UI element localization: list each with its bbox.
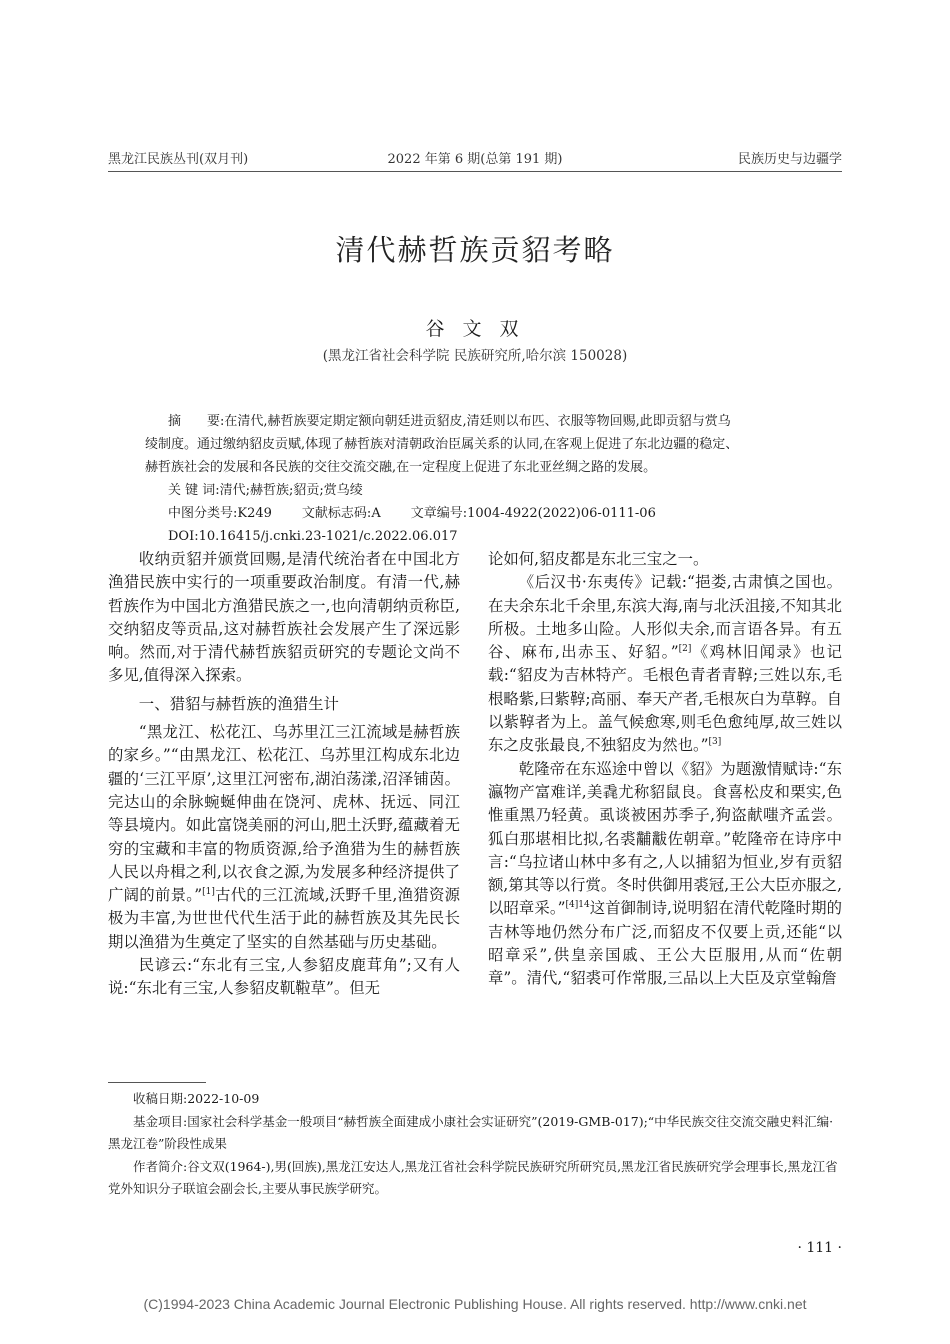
author-name: 谷 文 双 <box>425 318 525 340</box>
paragraph-text: “黑龙江、松花江、乌苏里江三江流域是赫哲族的家乡。”“由黑龙江、松花江、乌苏里江构成东北边疆的‘三江平原’,这里江河密布,湖泊荡漾,沼泽铺茵。完达山的余脉蜿蜒伸曲在饶河、虎林、抚远、同江等县境内。如此富饶美丽的河山,肥土沃野,蕴藏着无穷的宝藏和丰富的物质资源,给予渔猎为生的赫哲族人民以舟楫之利,以衣食之源,为发展多种经济提供了广阔的前景。” <box>108 723 460 905</box>
citation-ref: [1] <box>202 887 215 898</box>
paragraph-text: 《鸡林旧闻录》也记载:“貂皮为吉林特产。毛根色青者青鞟;三姓以东,毛根略紫,曰紫鞟;高丽、奉天产者,毛根灰白为草鞟。自以紫鞟者为上。盖气候愈寒,则毛色愈纯厚,故三姓以东之皮张最良,不独貂皮为然也。” <box>488 643 842 755</box>
paragraph: 收纳贡貂并颁赏回赐,是清代统治者在中国北方渔猎民族中实行的一项重要政治制度。有清一代,赫哲族作为中国北方渔猎民族之一,也向清朝纳贡称臣,交纳貂皮等贡品,这对赫哲族社会发展产生了深远影响。然而,对于清代赫哲族貂贡研究的专题论文尚不多见,值得深入探索。 <box>108 550 460 685</box>
doc-code-label: 文献标志码: <box>301 506 372 521</box>
classification-line <box>145 502 845 525</box>
doi-label: DOI: <box>168 529 199 544</box>
footnote-rule <box>108 1082 206 1083</box>
paragraph-text: 这首御制诗,说明貂在清代乾隆时期的吉林等地仍然分布广泛,而貂皮不仅要上贡,还能“以昭章采”,供皇亲国戚、王公大臣服用,从而“佐朝章”。清代,“貂裘可作常服,三品以上大臣及京堂翰詹 <box>488 899 842 988</box>
paragraph: 论如何,貂皮都是东北三宝之一。 <box>488 550 709 568</box>
author-affiliation: (黑龙江省社会科学院 民族研究所,哈尔滨 150028) <box>322 348 628 364</box>
page-number: · 111 · <box>797 1240 842 1256</box>
abstract-label: 摘 要: <box>168 414 225 429</box>
received-date: 收稿日期:2022-10-09 <box>133 1091 260 1106</box>
author-bio: 作者简介:谷文双(1964-),男(回族),黑龙江安达人,黑龙江省社会科学院民族研究所研究员,黑龙江省民族研究学会理事长,黑龙江省党外知识分子联谊会副会长,主要从事民族学研究。 <box>108 1158 838 1196</box>
section-name: 民族历史与边疆学 <box>737 152 842 167</box>
citation-ref: [3] <box>708 737 722 748</box>
paragraph <box>108 721 460 954</box>
paragraph-text: 《后汉书·东夷传》记载:“挹娄,古肃慎之国也。在夫余东北千余里,东滨大海,南与北沃沮接,不知其北所极。土地多山险。人形似夫余,而言语各异。有五谷、麻布,出赤玉、好貂。” <box>488 573 842 662</box>
abstract-line-2: 绫制度。通过缴纳貂皮贡赋,体现了赫哲族对清朝政治臣属关系的认同,在客观上促进了东北边疆的稳定、 <box>145 437 739 452</box>
journal-name: 黑龙江民族丛刊(双月刊) <box>108 152 249 167</box>
paragraph: 民谚云:“东北有三宝,人参貂皮鹿茸角”;又有人说:“东北有三宝,人参貂皮靰鞡草”。但无 <box>108 956 460 998</box>
citation-ref: [4]14 <box>565 900 590 911</box>
keywords-label: 关 键 词: <box>168 483 220 498</box>
footnotes <box>108 1088 842 1201</box>
paragraph-text: 乾隆帝在东巡途中曾以《貂》为题激情赋诗:“东瀛物产富难详,美毳尤称貂鼠良。食喜松皮和栗实,色惟重黑乃轻黄。虱谈被困苏季子,狗盗献嗤齐孟尝。狐白那堪相比拟,名裘黼黻佐朝章。”乾隆帝在诗序中言:“乌拉诸山林中多有之,人以捕貂为恒业,岁有贡貂额,第其等以行赏。冬时供御用裘冠,王公大臣亦服之,以昭章采。” <box>488 759 842 918</box>
keywords-value: 清代;赫哲族;貂贡;赏乌绫 <box>219 483 363 498</box>
fund-info: 基金项目:国家社会科学基金一般项目“赫哲族全面建成小康社会实证研究”(2019-GMB-017);“中华民族交往交流交融史料汇编·黑龙江卷”阶段性成果 <box>108 1113 834 1151</box>
body-column-right <box>488 548 842 991</box>
doi-value: 10.16415/j.cnki.23-1021/c.2022.06.017 <box>198 529 458 544</box>
doi-line <box>145 525 845 548</box>
issue-info: 2022 年第 6 期(总第 191 期) <box>387 152 563 167</box>
abstract-line-3: 赫哲族社会的发展和各民族的交往交流交融,在一定程度上促进了东北亚丝绸之路的发展。 <box>145 460 657 475</box>
header-rule <box>108 171 842 172</box>
copyright-notice: (C)1994-2023 China Academic Journal Electronic Publishing House. All rights reserved. http://www.cnki.net <box>143 1296 807 1312</box>
article-no-label: 文章编号: <box>410 506 468 521</box>
paragraph <box>488 571 842 757</box>
clc-label: 中图分类号: <box>168 506 238 521</box>
citation-ref: [2] <box>678 644 692 655</box>
article-no-value: 1004-4922(2022)06-0111-06 <box>467 506 656 521</box>
clc-value: K249 <box>237 506 272 521</box>
abstract-line-1 <box>145 410 845 433</box>
keywords-line <box>145 479 845 502</box>
section-heading: 一、猎貂与赫哲族的渔猎生计 <box>138 694 339 713</box>
article-title: 清代赫哲族贡貂考略 <box>335 233 615 267</box>
body-column-left <box>108 548 460 1001</box>
doc-code-value: A <box>371 506 381 521</box>
paragraph-text: 古代的三江流域,沃野千里,渔猎资源极为丰富,为世世代代生活于此的赫哲族及其先民长期以渔猎为生奠定了坚实的自然基础与历史基础。 <box>108 886 460 951</box>
abstract-block <box>145 410 845 548</box>
paragraph <box>488 758 842 991</box>
abstract-text: 在清代,赫哲族要定期定额向朝廷进贡貂皮,清廷则以布匹、衣服等物回赐,此即贡貂与赏乌 <box>224 414 731 429</box>
